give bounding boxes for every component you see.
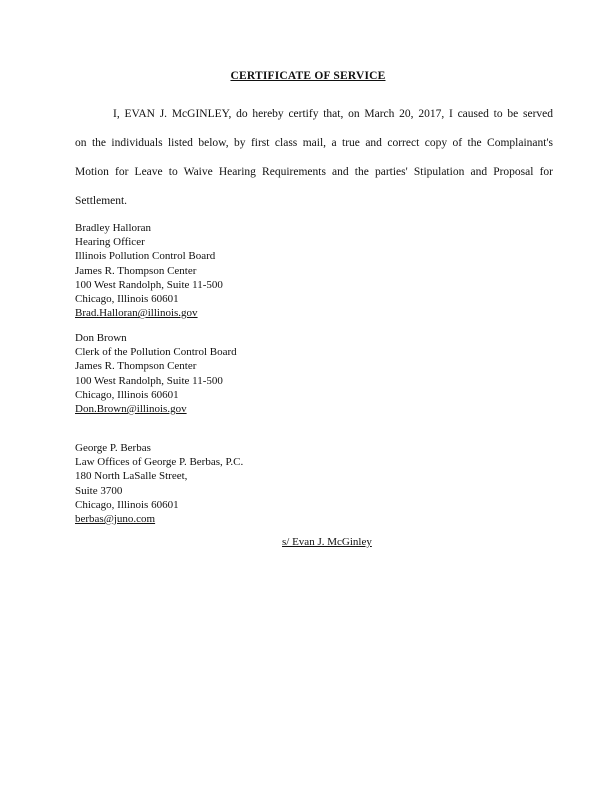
- recipient-email-link[interactable]: Brad.Halloran@illinois.gov: [75, 307, 198, 320]
- address-line: Law Offices of George P. Berbas, P.C.: [75, 456, 244, 469]
- paragraph-line: Settlement.: [75, 195, 128, 207]
- address-line: Chicago, Illinois 60601: [75, 498, 179, 511]
- signature-line: s/ Evan J. McGinley: [282, 536, 372, 548]
- address-line: Illinois Pollution Control Board: [75, 250, 216, 263]
- address-line: Clerk of the Pollution Control Board: [75, 346, 237, 359]
- paragraph-line: I, EVAN J. McGINLEY, do hereby certify that, on March 20, 2017, I caused to be served: [113, 108, 553, 120]
- certification-paragraph: [75, 100, 553, 216]
- recipient-name: Bradley Halloran: [75, 222, 152, 234]
- address-line: Chicago, Illinois 60601: [75, 388, 179, 401]
- paragraph-line: Motion for Leave to Waive Hearing Requirements and the parties' Stipulation and Proposal for: [75, 166, 553, 178]
- paragraph-line: on the individuals listed below, by first class mail, a true and correct copy of the Complainant's: [75, 137, 553, 149]
- address-line: 180 North LaSalle Street,: [75, 470, 188, 483]
- recipient-address-block: [75, 441, 375, 526]
- address-line: James R. Thompson Center: [75, 264, 197, 277]
- address-line: Hearing Officer: [75, 236, 145, 249]
- recipient-address-block: [75, 221, 375, 320]
- address-line: 100 West Randolph, Suite 11-500: [75, 278, 223, 291]
- document-title: CERTIFICATE OF SERVICE: [230, 70, 386, 82]
- address-line: Chicago, Illinois 60601: [75, 293, 179, 306]
- address-line: Suite 3700: [75, 484, 123, 497]
- recipient-address-block: [75, 331, 375, 416]
- recipient-name: George P. Berbas: [75, 442, 151, 454]
- address-line: James R. Thompson Center: [75, 360, 197, 373]
- recipient-email-link[interactable]: berbas@juno.com: [75, 513, 156, 526]
- recipient-email-link[interactable]: Don.Brown@illinois.gov: [75, 403, 187, 416]
- recipient-name: Don Brown: [75, 332, 127, 344]
- address-line: 100 West Randolph, Suite 11-500: [75, 374, 223, 387]
